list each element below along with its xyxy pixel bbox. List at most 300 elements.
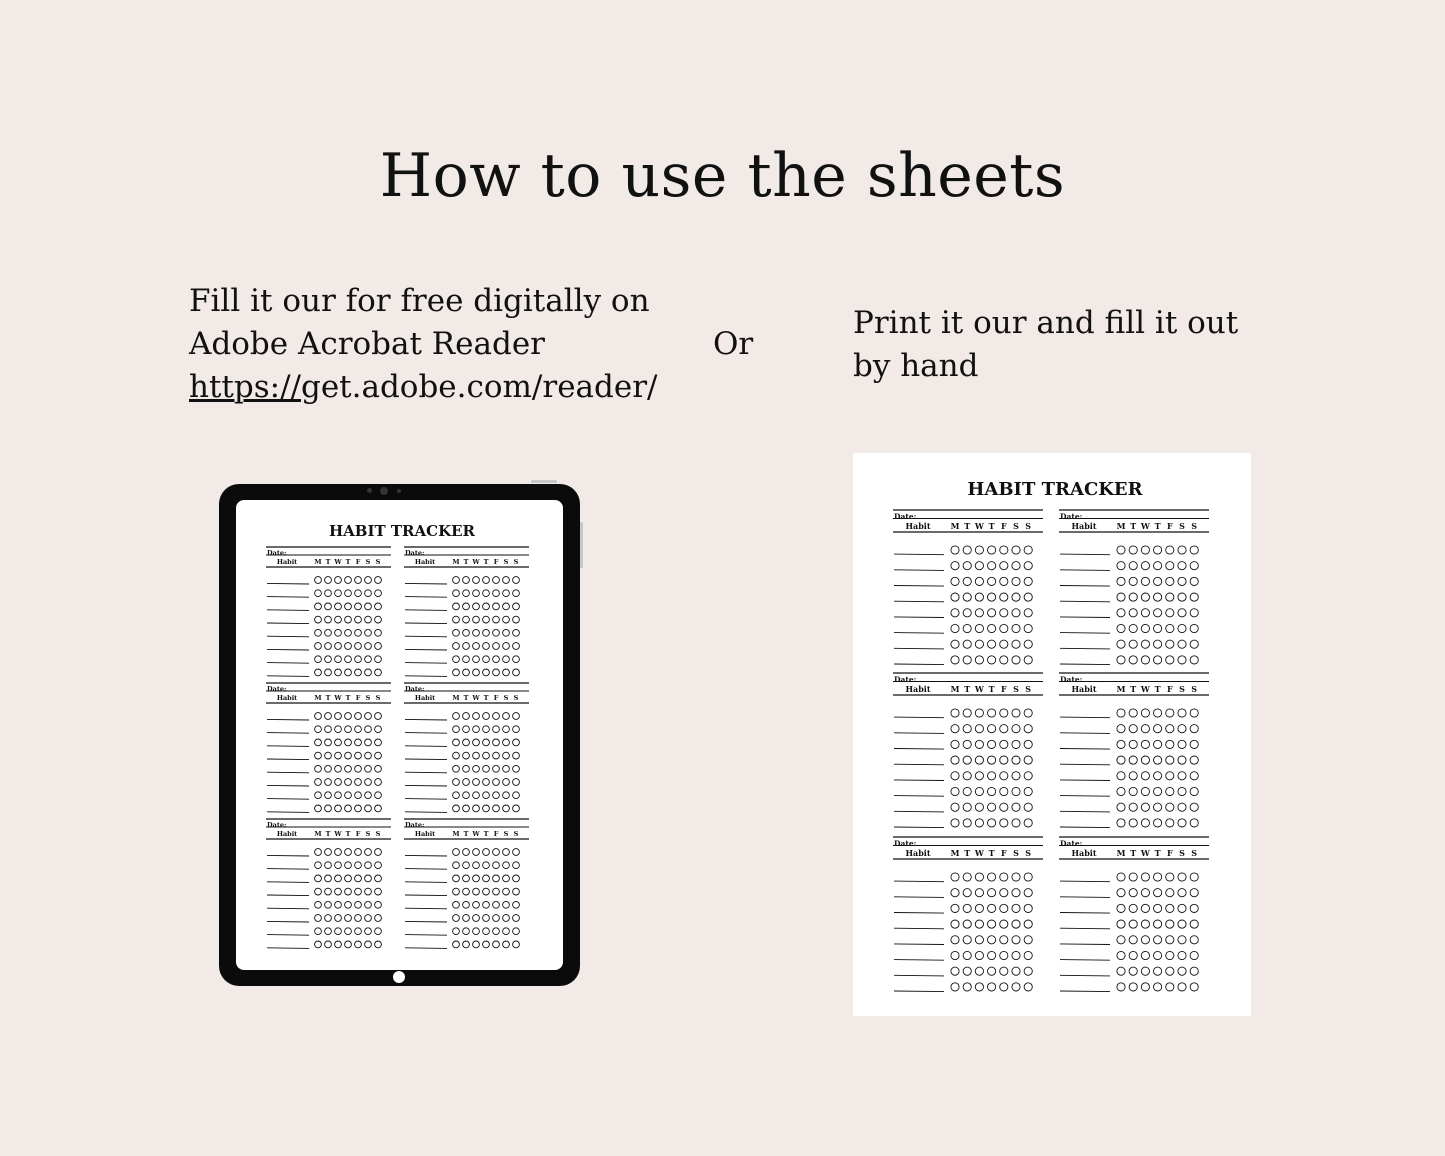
habit-checkbox-circle (975, 787, 983, 795)
habit-checkbox-circle (335, 779, 342, 786)
habit-checkbox-circle (1190, 640, 1198, 648)
habit-checkbox-circle (375, 616, 382, 623)
day-label: M (314, 830, 322, 838)
habit-checkbox-circle (988, 967, 996, 975)
habit-checkbox-circle (325, 765, 332, 772)
page-title: How to use the sheets (379, 141, 1066, 211)
habit-entry-line (894, 633, 944, 634)
habit-checkbox-circle (1129, 772, 1137, 780)
habit-checkbox-circle (325, 739, 332, 746)
habit-checkbox-circle (345, 915, 352, 922)
habit-checkbox-circle (365, 765, 372, 772)
habit-checkbox-circle (315, 765, 322, 772)
habit-checkbox-circle (988, 740, 996, 748)
day-label: S (1013, 684, 1019, 694)
habit-checkbox-circle (988, 609, 996, 617)
habit-checkbox-circle (1117, 983, 1125, 991)
habit-entry-line (1060, 975, 1110, 976)
habit-checkbox-circle (335, 603, 342, 610)
digital-instructions-line-2: Adobe Acrobat Reader (189, 326, 545, 362)
habit-checkbox-circle (513, 862, 520, 869)
habit-checkbox-circle (1000, 889, 1008, 897)
habit-entry-line (1060, 601, 1110, 602)
tracker-block (404, 819, 529, 948)
habit-checkbox-circle (503, 629, 510, 636)
habit-entry-line (405, 663, 447, 664)
habit-checkbox-circle (1166, 787, 1174, 795)
date-label: Date: (894, 512, 917, 521)
day-label: S (1025, 848, 1032, 858)
habit-checkbox-circle (503, 643, 510, 650)
habit-checkbox-circle (1117, 873, 1125, 881)
habit-checkbox-circle (1166, 562, 1174, 570)
habit-checkbox-circle (355, 603, 362, 610)
day-label: F (1166, 521, 1173, 531)
habit-checkbox-circle (315, 862, 322, 869)
habit-entry-line (267, 882, 309, 883)
habit-checkbox-circle (975, 725, 983, 733)
habit-checkbox-circle (493, 862, 500, 869)
habit-checkbox-circle (503, 901, 510, 908)
habit-checkbox-circle (963, 562, 971, 570)
habit-checkbox-circle (315, 726, 322, 733)
habit-checkbox-circle (951, 936, 959, 944)
habit-checkbox-circle (325, 901, 332, 908)
habit-checkbox-circle (315, 590, 322, 597)
habit-checkbox-circle (345, 941, 352, 948)
habit-checkbox-circle (335, 941, 342, 948)
habit-checkbox-circle (1178, 920, 1186, 928)
habit-checkbox-circle (355, 590, 362, 597)
habit-checkbox-circle (1024, 624, 1032, 632)
habit-label: Habit (905, 684, 931, 694)
habit-entry-line (405, 812, 447, 813)
habit-checkbox-circle (1190, 772, 1198, 780)
habit-checkbox-circle (453, 765, 460, 772)
day-label: T (964, 848, 971, 858)
habit-entry-line (1060, 586, 1110, 587)
habit-entry-line (894, 749, 944, 750)
habit-checkbox-circle (325, 875, 332, 882)
day-label: M (452, 558, 460, 566)
date-label: Date: (1060, 675, 1083, 684)
habit-checkbox-circle (453, 629, 460, 636)
habit-checkbox-circle (325, 603, 332, 610)
habit-checkbox-circle (463, 888, 470, 895)
date-label: Date: (1060, 512, 1083, 521)
habit-checkbox-circle (963, 709, 971, 717)
habit-checkbox-circle (365, 656, 372, 663)
day-label: S (375, 694, 381, 702)
habit-entry-line (267, 935, 309, 936)
habit-checkbox-circle (1141, 725, 1149, 733)
habit-checkbox-circle (951, 873, 959, 881)
habit-entry-line (267, 812, 309, 813)
habit-checkbox-circle (951, 983, 959, 991)
habit-checkbox-circle (453, 901, 460, 908)
habit-checkbox-circle (1000, 951, 1008, 959)
reader-link[interactable] (189, 366, 709, 409)
habit-checkbox-circle (975, 640, 983, 648)
day-label: F (1166, 848, 1173, 858)
habit-checkbox-circle (1190, 983, 1198, 991)
habit-checkbox-circle (1166, 656, 1174, 664)
habit-checkbox-circle (483, 752, 490, 759)
habit-checkbox-circle (513, 616, 520, 623)
habit-checkbox-circle (975, 740, 983, 748)
habit-entry-line (405, 785, 447, 786)
habit-checkbox-circle (503, 805, 510, 812)
habit-entry-line (1060, 664, 1110, 665)
habit-checkbox-circle (1190, 609, 1198, 617)
habit-checkbox-circle (345, 792, 352, 799)
habit-checkbox-circle (493, 752, 500, 759)
day-label: T (988, 521, 995, 531)
habit-checkbox-circle (503, 726, 510, 733)
habit-checkbox-circle (1178, 546, 1186, 554)
day-label: T (483, 830, 489, 838)
habit-checkbox-circle (513, 577, 520, 584)
habit-checkbox-circle (483, 941, 490, 948)
habit-checkbox-circle (493, 901, 500, 908)
habit-checkbox-circle (1117, 889, 1125, 897)
habit-checkbox-circle (1166, 819, 1174, 827)
habit-checkbox-circle (1166, 725, 1174, 733)
habit-entry-line (267, 895, 309, 896)
habit-checkbox-circle (1166, 577, 1174, 585)
habit-checkbox-circle (1000, 967, 1008, 975)
habit-entry-line (405, 772, 447, 773)
habit-checkbox-circle (1190, 624, 1198, 632)
habit-checkbox-circle (473, 849, 480, 856)
habit-checkbox-circle (988, 709, 996, 717)
habit-checkbox-circle (975, 936, 983, 944)
day-label: W (974, 521, 984, 531)
habit-checkbox-circle (988, 546, 996, 554)
habit-checkbox-circle (1166, 936, 1174, 944)
habit-entry-line (405, 636, 447, 637)
habit-checkbox-circle (1190, 787, 1198, 795)
habit-checkbox-circle (325, 941, 332, 948)
day-label: S (513, 694, 519, 702)
habit-checkbox-circle (315, 629, 322, 636)
habit-checkbox-circle (1141, 756, 1149, 764)
habit-checkbox-circle (335, 792, 342, 799)
or-separator: Or (713, 326, 754, 362)
habit-checkbox-circle (513, 629, 520, 636)
habit-checkbox-circle (1141, 577, 1149, 585)
habit-checkbox-circle (975, 562, 983, 570)
habit-checkbox-circle (1154, 983, 1162, 991)
habit-checkbox-circle (365, 779, 372, 786)
habit-checkbox-circle (493, 915, 500, 922)
habit-checkbox-circle (463, 875, 470, 882)
habit-checkbox-circle (473, 629, 480, 636)
habit-checkbox-circle (335, 669, 342, 676)
habit-checkbox-circle (1178, 740, 1186, 748)
habit-checkbox-circle (493, 590, 500, 597)
habit-checkbox-circle (1117, 740, 1125, 748)
day-label: S (1013, 848, 1019, 858)
habit-checkbox-circle (365, 616, 372, 623)
habit-checkbox-circle (365, 805, 372, 812)
day-label: F (493, 558, 499, 566)
habit-checkbox-circle (963, 787, 971, 795)
habit-checkbox-circle (315, 669, 322, 676)
habit-checkbox-circle (1000, 787, 1008, 795)
day-label: F (1000, 684, 1007, 694)
habit-checkbox-circle (1000, 904, 1008, 912)
habit-checkbox-circle (963, 640, 971, 648)
habit-checkbox-circle (315, 752, 322, 759)
habit-checkbox-circle (453, 849, 460, 856)
habit-checkbox-circle (453, 888, 460, 895)
habit-checkbox-circle (463, 577, 470, 584)
habit-checkbox-circle (1166, 889, 1174, 897)
habit-checkbox-circle (1190, 577, 1198, 585)
habit-checkbox-circle (1190, 873, 1198, 881)
habit-checkbox-circle (1166, 920, 1174, 928)
habit-checkbox-circle (1024, 803, 1032, 811)
habit-checkbox-circle (1190, 967, 1198, 975)
habit-checkbox-circle (375, 941, 382, 948)
habit-checkbox-circle (1178, 951, 1186, 959)
printed-sheet (853, 453, 1251, 1016)
habit-checkbox-circle (503, 765, 510, 772)
habit-checkbox-circle (463, 765, 470, 772)
habit-checkbox-circle (345, 779, 352, 786)
habit-checkbox-circle (453, 941, 460, 948)
habit-entry-line (894, 648, 944, 649)
day-label: T (964, 684, 971, 694)
day-label: S (1191, 684, 1198, 694)
day-label: F (355, 558, 361, 566)
habit-checkbox-circle (1024, 772, 1032, 780)
habit-checkbox-circle (1166, 709, 1174, 717)
habit-entry-line (267, 772, 309, 773)
reader-link-protocol[interactable]: https:// (189, 369, 301, 405)
habit-checkbox-circle (483, 901, 490, 908)
habit-checkbox-circle (365, 577, 372, 584)
habit-checkbox-circle (315, 888, 322, 895)
habit-checkbox-circle (1129, 709, 1137, 717)
habit-checkbox-circle (365, 629, 372, 636)
habit-checkbox-circle (513, 915, 520, 922)
day-label: W (974, 848, 984, 858)
habit-entry-line (267, 855, 309, 856)
reader-link-address[interactable]: get.adobe.com/reader/ (300, 369, 658, 405)
habit-checkbox-circle (988, 819, 996, 827)
date-label: Date: (894, 675, 917, 684)
habit-checkbox-circle (1129, 889, 1137, 897)
habit-checkbox-circle (1012, 609, 1020, 617)
day-label: S (365, 558, 371, 566)
habit-entry-line (405, 935, 447, 936)
habit-checkbox-circle (483, 875, 490, 882)
habit-entry-line (1060, 928, 1110, 929)
habit-checkbox-circle (355, 901, 362, 908)
habit-checkbox-circle (1129, 562, 1137, 570)
habit-checkbox-circle (988, 983, 996, 991)
habit-checkbox-circle (503, 779, 510, 786)
habit-checkbox-circle (1154, 640, 1162, 648)
habit-entry-line (405, 908, 447, 909)
habit-checkbox-circle (1012, 725, 1020, 733)
day-label: T (1154, 684, 1161, 694)
habit-checkbox-circle (365, 849, 372, 856)
day-label: T (325, 830, 331, 838)
habit-entry-line (267, 785, 309, 786)
habit-entry-line (405, 948, 447, 949)
habit-checkbox-circle (1117, 609, 1125, 617)
habit-checkbox-circle (325, 669, 332, 676)
habit-checkbox-circle (513, 928, 520, 935)
habit-entry-line (894, 913, 944, 914)
habit-checkbox-circle (951, 624, 959, 632)
habit-checkbox-circle (365, 752, 372, 759)
habit-checkbox-circle (1129, 640, 1137, 648)
habit-checkbox-circle (463, 928, 470, 935)
habit-checkbox-circle (453, 590, 460, 597)
tracker-block (404, 683, 529, 812)
habit-checkbox-circle (963, 936, 971, 944)
habit-checkbox-circle (493, 629, 500, 636)
habit-checkbox-circle (1178, 756, 1186, 764)
habit-checkbox-circle (1190, 656, 1198, 664)
habit-checkbox-circle (325, 726, 332, 733)
habit-checkbox-circle (473, 616, 480, 623)
habit-checkbox-circle (513, 792, 520, 799)
habit-checkbox-circle (1166, 983, 1174, 991)
habit-entry-line (1060, 827, 1110, 828)
habit-entry-line (267, 636, 309, 637)
habit-checkbox-circle (325, 629, 332, 636)
habit-checkbox-circle (1012, 562, 1020, 570)
habit-checkbox-circle (988, 951, 996, 959)
habit-checkbox-circle (493, 739, 500, 746)
habit-checkbox-circle (325, 656, 332, 663)
habit-checkbox-circle (345, 713, 352, 720)
habit-checkbox-circle (1166, 803, 1174, 811)
habit-checkbox-circle (951, 787, 959, 795)
habit-checkbox-circle (1178, 577, 1186, 585)
habit-checkbox-circle (1166, 873, 1174, 881)
habit-checkbox-circle (325, 862, 332, 869)
habit-checkbox-circle (355, 941, 362, 948)
habit-checkbox-circle (1141, 951, 1149, 959)
habit-label: Habit (414, 830, 436, 838)
habit-checkbox-circle (1012, 819, 1020, 827)
date-label: Date: (894, 839, 917, 848)
habit-checkbox-circle (453, 862, 460, 869)
habit-entry-line (405, 649, 447, 650)
habit-entry-line (894, 617, 944, 618)
day-label: M (314, 694, 322, 702)
habit-checkbox-circle (503, 739, 510, 746)
habit-checkbox-circle (951, 640, 959, 648)
habit-checkbox-circle (1024, 546, 1032, 554)
habit-checkbox-circle (1129, 936, 1137, 944)
day-label: S (365, 830, 371, 838)
habit-checkbox-circle (375, 629, 382, 636)
habit-label: Habit (1071, 684, 1097, 694)
habit-checkbox-circle (963, 803, 971, 811)
habit-checkbox-circle (1178, 562, 1186, 570)
habit-checkbox-circle (1154, 819, 1162, 827)
tablet-screen (236, 500, 563, 970)
habit-checkbox-circle (1190, 593, 1198, 601)
habit-checkbox-circle (1190, 920, 1198, 928)
habit-checkbox-circle (473, 669, 480, 676)
habit-checkbox-circle (503, 888, 510, 895)
habit-checkbox-circle (473, 915, 480, 922)
habit-checkbox-circle (963, 624, 971, 632)
habit-checkbox-circle (453, 713, 460, 720)
day-label: T (345, 558, 351, 566)
habit-checkbox-circle (1178, 819, 1186, 827)
habit-checkbox-circle (493, 656, 500, 663)
habit-checkbox-circle (1166, 593, 1174, 601)
habit-checkbox-circle (483, 779, 490, 786)
habit-checkbox-circle (988, 562, 996, 570)
habit-checkbox-circle (355, 928, 362, 935)
habit-checkbox-circle (988, 725, 996, 733)
habit-checkbox-circle (503, 603, 510, 610)
day-label: T (988, 848, 995, 858)
day-label: W (334, 694, 342, 702)
habit-checkbox-circle (365, 603, 372, 610)
tracker-title: HABIT TRACKER (967, 479, 1143, 500)
habit-checkbox-circle (345, 805, 352, 812)
habit-checkbox-circle (345, 656, 352, 663)
habit-checkbox-circle (375, 805, 382, 812)
habit-checkbox-circle (1012, 624, 1020, 632)
habit-checkbox-circle (1166, 967, 1174, 975)
day-label: M (314, 558, 322, 566)
habit-checkbox-circle (345, 752, 352, 759)
habit-entry-line (267, 799, 309, 800)
habit-checkbox-circle (1024, 967, 1032, 975)
habit-checkbox-circle (493, 779, 500, 786)
habit-checkbox-circle (473, 888, 480, 895)
habit-checkbox-circle (355, 616, 362, 623)
habit-checkbox-circle (375, 862, 382, 869)
habit-checkbox-circle (1178, 656, 1186, 664)
habit-checkbox-circle (453, 875, 460, 882)
day-label: T (1130, 848, 1137, 858)
habit-checkbox-circle (345, 765, 352, 772)
habit-checkbox-circle (1154, 787, 1162, 795)
habit-checkbox-circle (1012, 577, 1020, 585)
habit-checkbox-circle (453, 656, 460, 663)
habit-checkbox-circle (335, 713, 342, 720)
habit-checkbox-circle (453, 726, 460, 733)
habit-checkbox-circle (513, 643, 520, 650)
habit-checkbox-circle (1024, 936, 1032, 944)
day-label: F (1000, 521, 1007, 531)
habit-checkbox-circle (1166, 624, 1174, 632)
habit-checkbox-circle (1154, 609, 1162, 617)
tablet-device (219, 484, 580, 986)
day-label: M (950, 848, 960, 858)
habit-checkbox-circle (975, 983, 983, 991)
habit-checkbox-circle (963, 967, 971, 975)
habit-checkbox-circle (1012, 967, 1020, 975)
tracker-block (266, 547, 391, 676)
habit-checkbox-circle (375, 669, 382, 676)
habit-label: Habit (1071, 848, 1097, 858)
habit-checkbox-circle (1129, 803, 1137, 811)
